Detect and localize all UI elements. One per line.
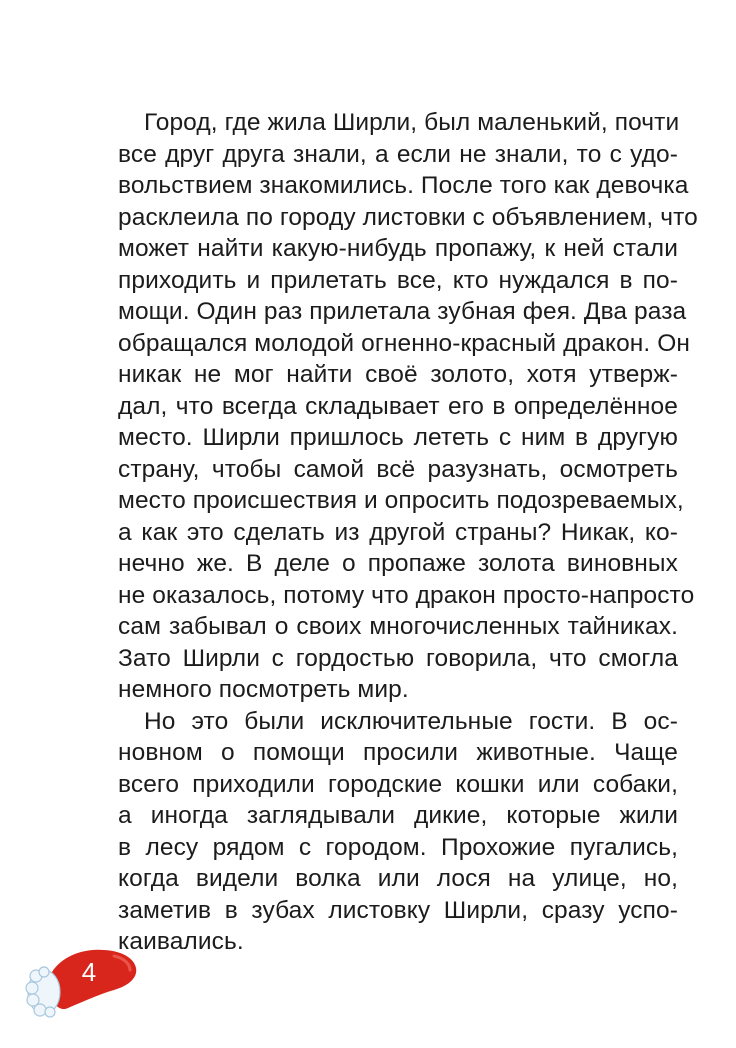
paragraph-2 bbox=[118, 706, 678, 958]
text-line: место происшествия и опросить подозреваемых, bbox=[118, 487, 684, 514]
page-number: 4 bbox=[81, 957, 97, 987]
text-line: Но это были исключительные гости. В ос- bbox=[144, 707, 678, 735]
text-line: все друг друга знали, а если не знали, то с удо- bbox=[118, 140, 678, 168]
text-line: страну, чтобы самой всё разузнать, осмотреть bbox=[118, 455, 678, 483]
text-line: заметив в зубах листовку Ширли, сразу успо- bbox=[118, 896, 678, 924]
text-line: новном о помощи просили животные. Чаще bbox=[118, 739, 678, 766]
text-line: всего приходили городские кошки или собаки, bbox=[118, 770, 678, 798]
text-line: каивались. bbox=[118, 928, 244, 955]
text-line: Город, где жила Ширли, был маленький, почти bbox=[144, 109, 680, 136]
text-line: когда видели волка или лося на улице, но, bbox=[118, 865, 678, 892]
text-line: в лесу рядом с городом. Прохожие пугались, bbox=[118, 833, 678, 861]
text-line: нечно же. В деле о пропаже золота виновных bbox=[118, 550, 678, 577]
text-line: а иногда заглядывали дикие, которые жили bbox=[118, 802, 678, 829]
text-line: немного посмотреть мир. bbox=[118, 676, 409, 703]
text-line: расклеила по городу листовки с объявлением, что bbox=[118, 203, 698, 231]
text-line: может найти какую-нибудь пропажу, к ней стали bbox=[118, 235, 678, 262]
text-line: приходить и прилетать все, кто нуждался в по- bbox=[118, 266, 678, 294]
text-line: место. Ширли пришлось лететь с ним в другую bbox=[118, 424, 678, 451]
text-line: никак не мог найти своё золото, хотя утверж- bbox=[118, 361, 678, 388]
text-line: мощи. Один раз прилетала зубная фея. Два раза bbox=[118, 298, 687, 325]
text-line: сам забывал о своих многочисленных тайниках. bbox=[118, 613, 678, 640]
paragraph-1 bbox=[118, 107, 698, 706]
text-line: а как это сделать из другой страны? Никак, ко- bbox=[118, 518, 678, 546]
body-text bbox=[118, 107, 698, 958]
text-line: Зато Ширли с гордостью говорила, что смогла bbox=[118, 644, 678, 672]
text-line: не оказалось, потому что дракон просто-напросто bbox=[118, 581, 695, 609]
text-line: вольствием знакомились. После того как девочка bbox=[118, 172, 689, 199]
text-line: дал, что всегда складывает его в определённое bbox=[118, 392, 678, 420]
text-line: обращался молодой огненно-красный дракон. Он bbox=[118, 329, 691, 357]
